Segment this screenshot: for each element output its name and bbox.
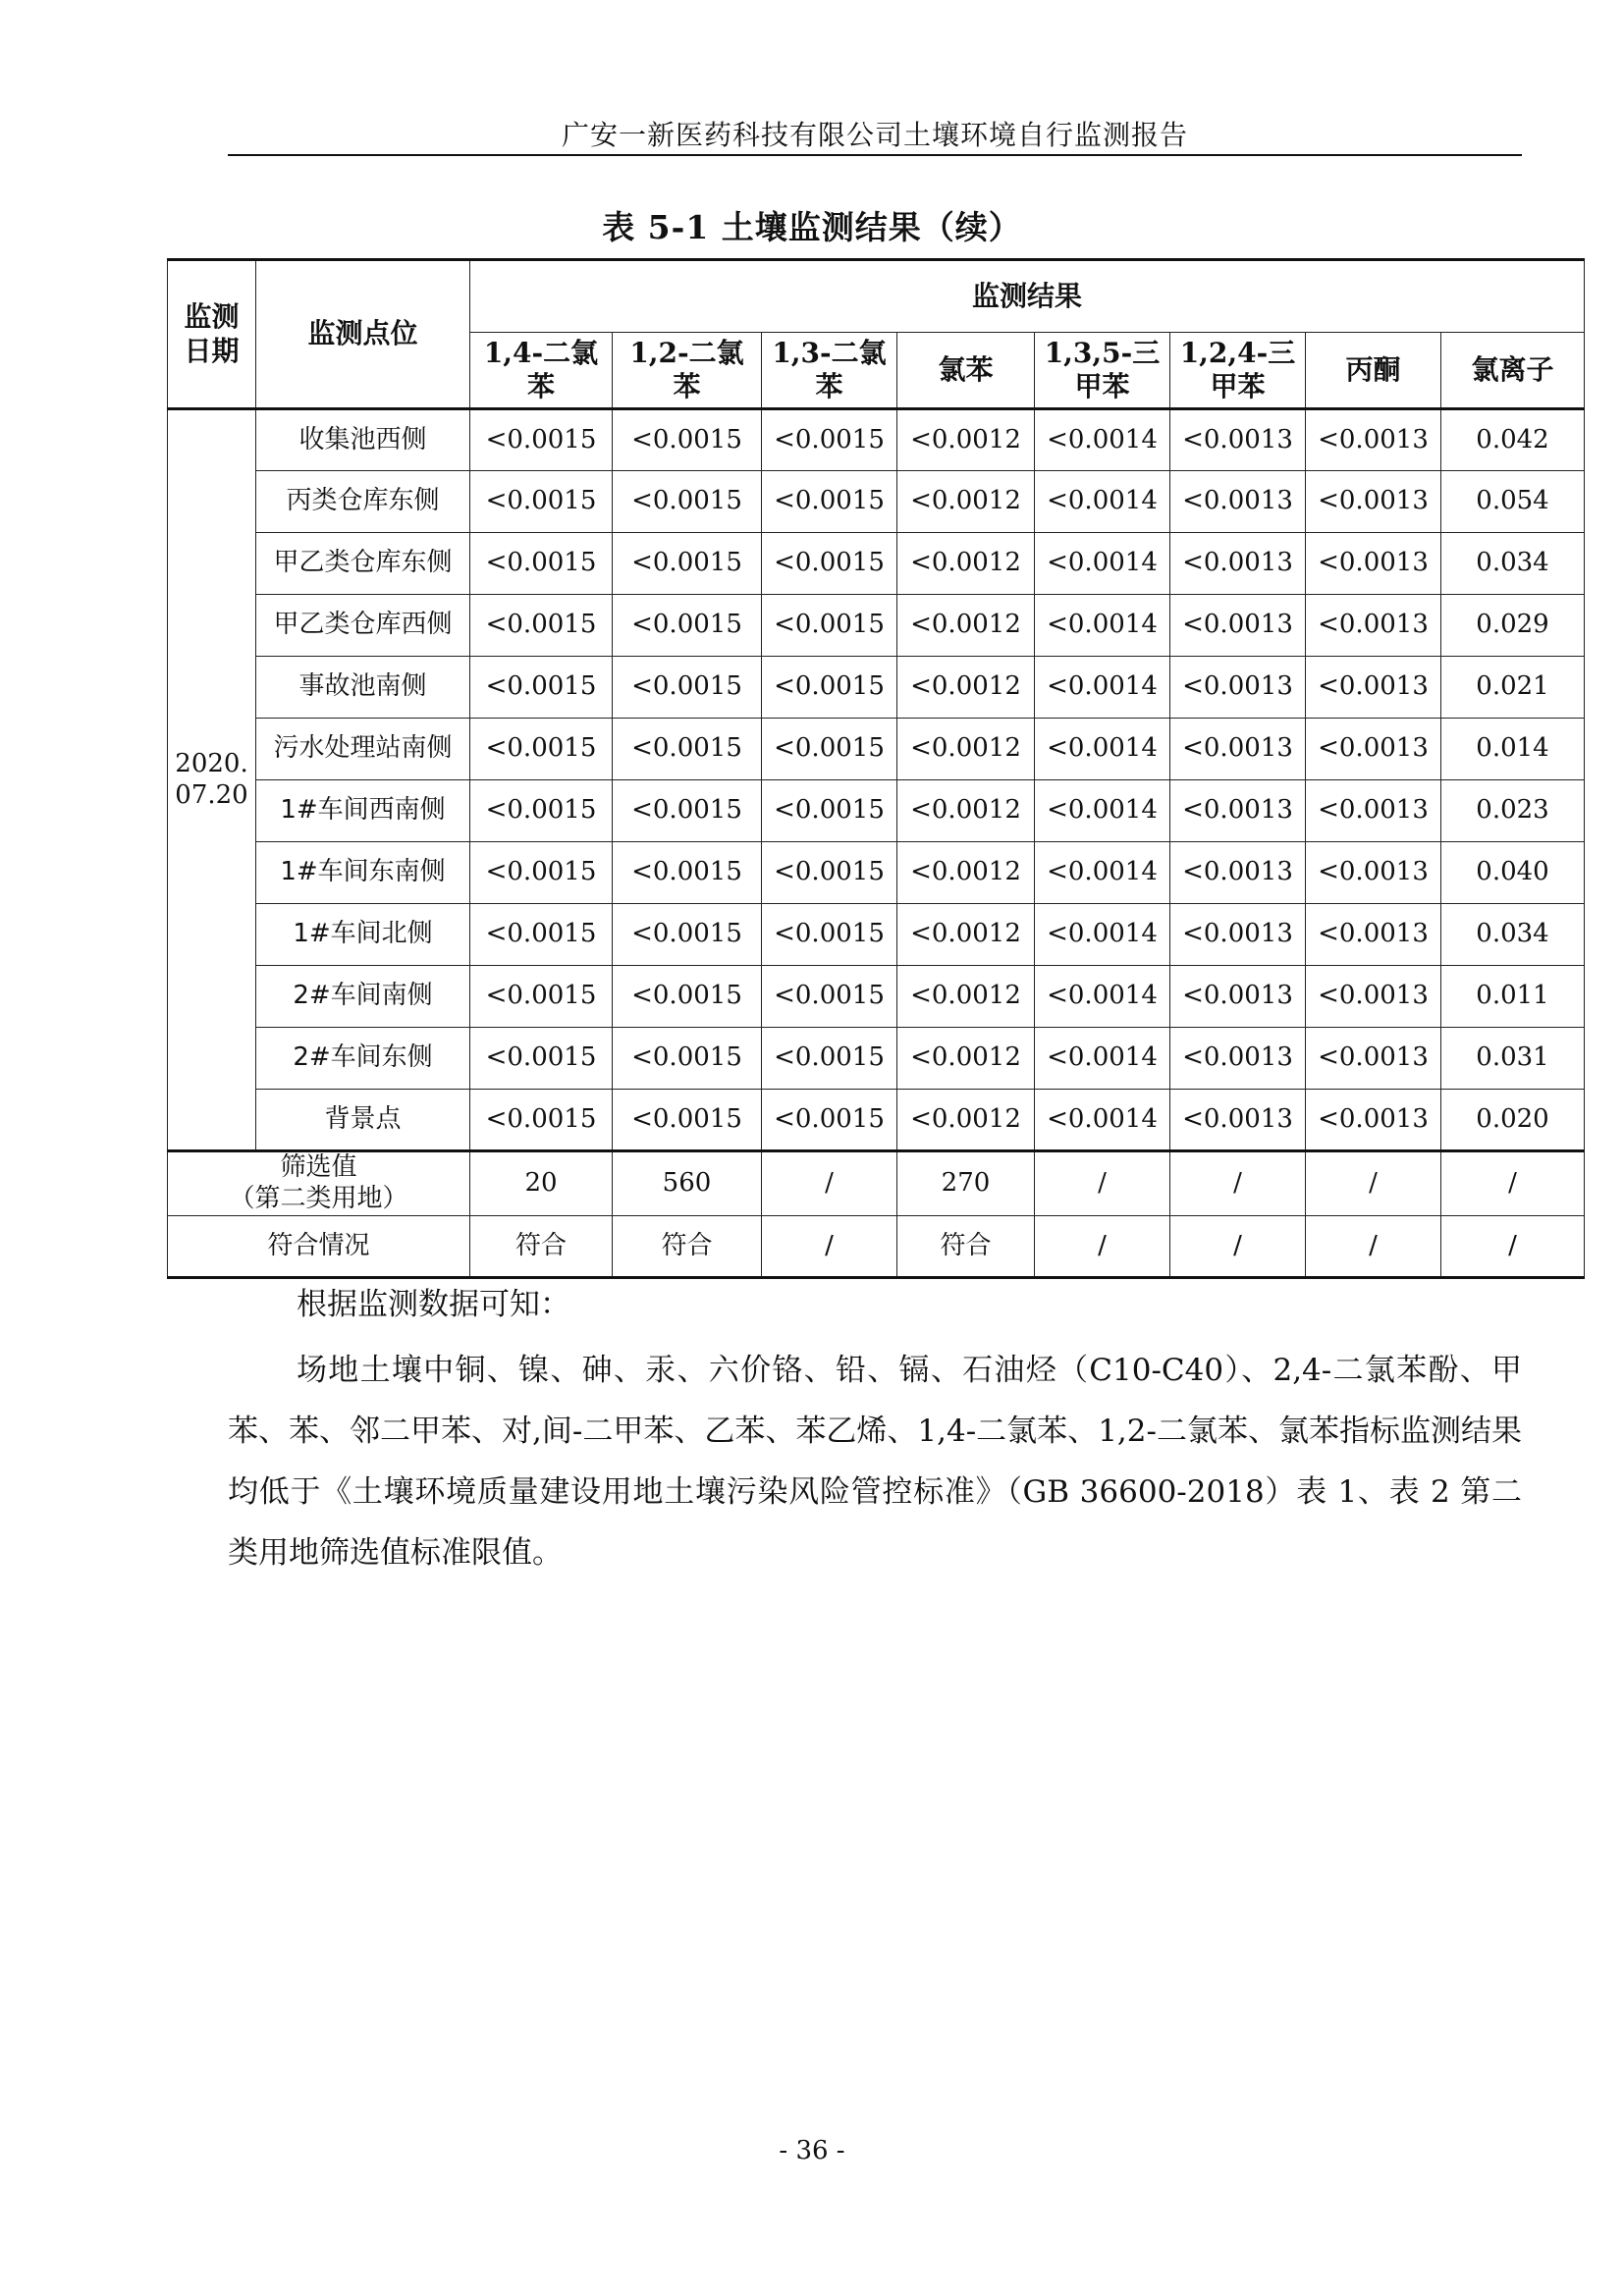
compliance-value: / <box>1170 1216 1306 1278</box>
value-cell: <0.0013 <box>1306 842 1441 904</box>
screening-value: 560 <box>613 1151 762 1216</box>
table-row <box>168 842 1585 904</box>
table-row <box>168 780 1585 842</box>
compliance-value: / <box>1306 1216 1441 1278</box>
screening-label: 筛选值 （第二类用地） <box>168 1151 470 1216</box>
value-cell: <0.0014 <box>1035 471 1170 533</box>
table-row <box>168 595 1585 657</box>
value-cell: <0.0014 <box>1035 1090 1170 1151</box>
value-cell: <0.0015 <box>470 780 613 842</box>
value-cell: <0.0013 <box>1170 1028 1306 1090</box>
screening-value: / <box>1170 1151 1306 1216</box>
value-cell: <0.0015 <box>470 966 613 1028</box>
value-cell: <0.0014 <box>1035 780 1170 842</box>
location-cell: 丙类仓库东侧 <box>256 471 470 533</box>
value-cell: <0.0014 <box>1035 842 1170 904</box>
screening-row <box>168 1151 1585 1216</box>
location-cell: 1#车间北侧 <box>256 904 470 966</box>
compliance-value: 符合 <box>470 1216 613 1278</box>
value-cell: <0.0015 <box>613 719 762 780</box>
screening-value: / <box>1306 1151 1441 1216</box>
compliance-label: 符合情况 <box>168 1216 470 1278</box>
value-cell: <0.0013 <box>1170 657 1306 719</box>
value-cell: 0.054 <box>1441 471 1585 533</box>
value-cell: <0.0015 <box>762 595 897 657</box>
conclusion-paragraph: 场地土壤中铜、镍、砷、汞、六价铬、铅、镉、石油烃（C10-C40）、2,4-二氯苯酚、甲苯、苯、邻二甲苯、对,间-二甲苯、乙苯、苯乙烯、1,4-二氯苯、1,2-二氯苯、氯苯指标监测结果均低于《土壤环境质量建设用地土壤污染风险管控标准》（GB 36600-2018）表 1、表 2 第二类用地筛选值标准限值。 <box>228 1353 1522 1571</box>
compliance-value: / <box>1035 1216 1170 1278</box>
value-cell: <0.0012 <box>897 533 1035 595</box>
value-cell: <0.0013 <box>1306 657 1441 719</box>
value-cell: <0.0015 <box>762 657 897 719</box>
screening-value: / <box>1441 1151 1585 1216</box>
value-cell: <0.0013 <box>1170 780 1306 842</box>
value-cell: <0.0015 <box>470 1028 613 1090</box>
location-cell: 甲乙类仓库西侧 <box>256 595 470 657</box>
table-row <box>168 719 1585 780</box>
results-table <box>167 258 1585 1279</box>
compliance-value: / <box>1441 1216 1585 1278</box>
page-number: - 36 - <box>779 2136 845 2165</box>
value-cell: 0.040 <box>1441 842 1585 904</box>
value-cell: <0.0015 <box>470 533 613 595</box>
table-row <box>168 471 1585 533</box>
value-cell: <0.0015 <box>470 719 613 780</box>
value-cell: 0.034 <box>1441 904 1585 966</box>
value-cell: <0.0015 <box>762 409 897 471</box>
value-cell: <0.0015 <box>762 719 897 780</box>
value-cell: <0.0013 <box>1306 966 1441 1028</box>
value-cell: <0.0015 <box>762 780 897 842</box>
compliance-value: 符合 <box>897 1216 1035 1278</box>
value-cell: <0.0015 <box>613 409 762 471</box>
value-cell: <0.0015 <box>613 1028 762 1090</box>
value-cell: <0.0013 <box>1306 719 1441 780</box>
value-cell: <0.0015 <box>762 533 897 595</box>
value-cell: <0.0015 <box>613 780 762 842</box>
value-cell: 0.023 <box>1441 780 1585 842</box>
column-header: 1,2,4-三 甲苯 <box>1170 333 1306 409</box>
value-cell: <0.0012 <box>897 966 1035 1028</box>
location-header: 监测点位 <box>256 260 470 409</box>
value-cell: <0.0013 <box>1306 1028 1441 1090</box>
compliance-row <box>168 1216 1585 1278</box>
value-cell: <0.0015 <box>762 471 897 533</box>
column-header: 1,3-二氯 苯 <box>762 333 897 409</box>
value-cell: <0.0015 <box>470 657 613 719</box>
screening-value: 270 <box>897 1151 1035 1216</box>
value-cell: <0.0014 <box>1035 533 1170 595</box>
compliance-value: 符合 <box>613 1216 762 1278</box>
value-cell: 0.042 <box>1441 409 1585 471</box>
value-cell: <0.0012 <box>897 719 1035 780</box>
value-cell: <0.0015 <box>613 1090 762 1151</box>
value-cell: <0.0013 <box>1170 409 1306 471</box>
value-cell: <0.0012 <box>897 409 1035 471</box>
value-cell: <0.0013 <box>1170 966 1306 1028</box>
value-cell: <0.0013 <box>1306 595 1441 657</box>
value-cell: <0.0014 <box>1035 595 1170 657</box>
location-cell: 事故池南侧 <box>256 657 470 719</box>
value-cell: 0.034 <box>1441 533 1585 595</box>
value-cell: <0.0013 <box>1170 719 1306 780</box>
value-cell: <0.0015 <box>470 471 613 533</box>
value-cell: <0.0015 <box>613 904 762 966</box>
compliance-value: / <box>762 1216 897 1278</box>
value-cell: <0.0012 <box>897 1028 1035 1090</box>
screening-value: / <box>1035 1151 1170 1216</box>
value-cell: <0.0013 <box>1170 471 1306 533</box>
value-cell: <0.0014 <box>1035 904 1170 966</box>
value-cell: <0.0013 <box>1306 1090 1441 1151</box>
value-cell: <0.0015 <box>470 595 613 657</box>
value-cell: <0.0013 <box>1170 1090 1306 1151</box>
table-row <box>168 533 1585 595</box>
value-cell: <0.0013 <box>1170 533 1306 595</box>
value-cell: <0.0015 <box>613 842 762 904</box>
value-cell: <0.0015 <box>470 842 613 904</box>
value-cell: <0.0014 <box>1035 409 1170 471</box>
value-cell: <0.0015 <box>762 842 897 904</box>
value-cell: <0.0015 <box>613 471 762 533</box>
date-header: 监测 日期 <box>168 260 256 409</box>
location-cell: 背景点 <box>256 1090 470 1151</box>
value-cell: <0.0013 <box>1306 471 1441 533</box>
table-row <box>168 966 1585 1028</box>
table-row <box>168 657 1585 719</box>
conclusion-intro: 根据监测数据可知： <box>297 1287 570 1322</box>
value-cell: <0.0012 <box>897 842 1035 904</box>
location-cell: 2#车间东侧 <box>256 1028 470 1090</box>
value-cell: 0.020 <box>1441 1090 1585 1151</box>
table-row <box>168 1090 1585 1151</box>
value-cell: <0.0015 <box>613 966 762 1028</box>
value-cell: <0.0013 <box>1306 904 1441 966</box>
value-cell: <0.0013 <box>1306 780 1441 842</box>
value-cell: <0.0013 <box>1306 409 1441 471</box>
screening-value: / <box>762 1151 897 1216</box>
value-cell: <0.0012 <box>897 471 1035 533</box>
value-cell: <0.0012 <box>897 595 1035 657</box>
value-cell: 0.011 <box>1441 966 1585 1028</box>
value-cell: <0.0012 <box>897 904 1035 966</box>
column-header: 1,4-二氯 苯 <box>470 333 613 409</box>
value-cell: <0.0015 <box>470 409 613 471</box>
value-cell: <0.0012 <box>897 780 1035 842</box>
value-cell: <0.0013 <box>1306 533 1441 595</box>
table-row <box>168 409 1585 471</box>
location-cell: 1#车间东南侧 <box>256 842 470 904</box>
table-row <box>168 1028 1585 1090</box>
value-cell: <0.0014 <box>1035 719 1170 780</box>
value-cell: <0.0015 <box>470 904 613 966</box>
location-cell: 收集池西侧 <box>256 409 470 471</box>
value-cell: <0.0013 <box>1170 904 1306 966</box>
value-cell: <0.0014 <box>1035 1028 1170 1090</box>
location-cell: 甲乙类仓库东侧 <box>256 533 470 595</box>
location-cell: 1#车间西南侧 <box>256 780 470 842</box>
value-cell: <0.0014 <box>1035 966 1170 1028</box>
column-header: 氯苯 <box>897 333 1035 409</box>
table-row <box>168 904 1585 966</box>
value-cell: 0.014 <box>1441 719 1585 780</box>
value-cell: <0.0012 <box>897 657 1035 719</box>
column-header: 1,3,5-三 甲苯 <box>1035 333 1170 409</box>
value-cell: <0.0015 <box>762 1090 897 1151</box>
value-cell: 0.029 <box>1441 595 1585 657</box>
screening-value: 20 <box>470 1151 613 1216</box>
table-title: 表 5-1 土壤监测结果（续） <box>602 208 1022 246</box>
column-header: 1,2-二氯 苯 <box>613 333 762 409</box>
column-header: 氯离子 <box>1441 333 1585 409</box>
sampling-date: 2020. 07.20 <box>168 409 256 1151</box>
column-header: 丙酮 <box>1306 333 1441 409</box>
value-cell: 0.031 <box>1441 1028 1585 1090</box>
results-header: 监测结果 <box>470 260 1585 333</box>
value-cell: <0.0015 <box>613 657 762 719</box>
value-cell: <0.0013 <box>1170 842 1306 904</box>
value-cell: <0.0013 <box>1170 595 1306 657</box>
location-cell: 污水处理站南侧 <box>256 719 470 780</box>
header-rule <box>228 154 1522 156</box>
value-cell: <0.0015 <box>613 533 762 595</box>
value-cell: <0.0015 <box>762 1028 897 1090</box>
value-cell: <0.0015 <box>762 904 897 966</box>
value-cell: 0.021 <box>1441 657 1585 719</box>
value-cell: <0.0012 <box>897 1090 1035 1151</box>
page-header: 广安一新医药科技有限公司土壤环境自行监测报告 <box>561 119 1188 151</box>
value-cell: <0.0014 <box>1035 657 1170 719</box>
location-cell: 2#车间南侧 <box>256 966 470 1028</box>
value-cell: <0.0015 <box>762 966 897 1028</box>
value-cell: <0.0015 <box>470 1090 613 1151</box>
value-cell: <0.0015 <box>613 595 762 657</box>
